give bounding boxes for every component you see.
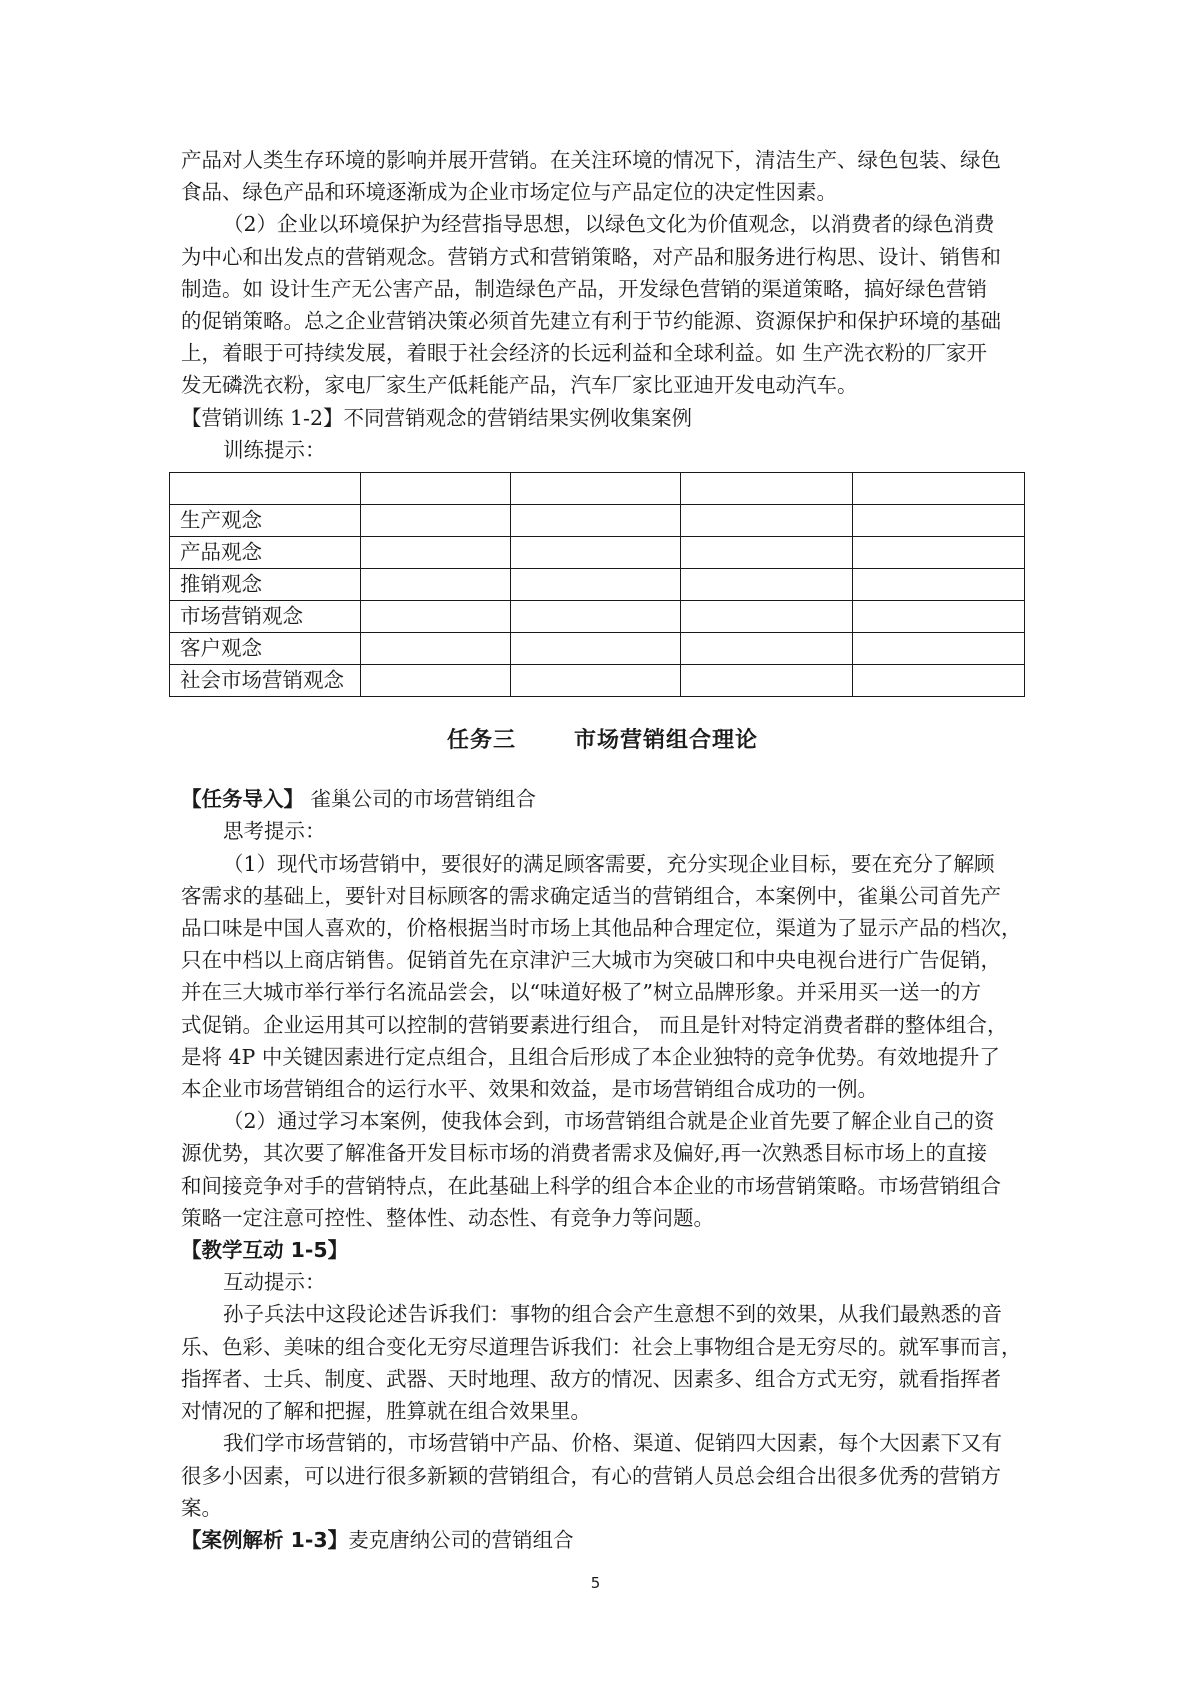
- table-row-label: 客户观念: [170, 633, 361, 665]
- paragraph-line: 指挥者、士兵、制度、武器、天时地理、敌方的情况、因素多、组合方式无穷，就看指挥者: [181, 1366, 1001, 1391]
- table-row-label: [170, 473, 361, 505]
- table-cell: [361, 633, 511, 665]
- paragraph-line: （1）现代市场营销中，要很好的满足顾客需要，充分实现企业目标，要在充分了解顾: [223, 851, 995, 876]
- case-tag: 【案例解析 1-3】: [181, 1527, 349, 1552]
- table-cell: [853, 601, 1025, 633]
- table-cell: [511, 505, 681, 537]
- table-cell: [853, 537, 1025, 569]
- section-task-number: 任务三: [446, 728, 516, 754]
- table-row-label: 社会市场营销观念: [170, 665, 361, 697]
- paragraph-line: 品口味是中国人喜欢的，价格根据当时市场上其他品种合理定位，渠道为了显示产品的档次，: [181, 916, 1022, 941]
- table-cell: [681, 601, 853, 633]
- paragraph-line: 对情况的了解和把握，胜算就在组合效果里。: [181, 1399, 591, 1424]
- table-row: [170, 569, 1025, 601]
- paragraph-line: 制造。如 设计生产无公害产品，制造绿色产品，开发绿色营销的渠道策略，搞好绿色营销: [181, 276, 988, 301]
- page-number: 5: [590, 1574, 601, 1592]
- table-cell: [361, 473, 511, 505]
- table-cell: [681, 665, 853, 697]
- table-row: [170, 633, 1025, 665]
- table-row-label: 生产观念: [170, 505, 361, 537]
- training-table: [169, 472, 1025, 697]
- table-row: [170, 537, 1025, 569]
- case-text: 麦克唐纳公司的营销组合: [348, 1527, 574, 1552]
- table-cell: [681, 537, 853, 569]
- table-row: [170, 601, 1025, 633]
- interaction-heading: 【教学互动 1-5】: [181, 1238, 349, 1263]
- table-row: [170, 505, 1025, 537]
- table-cell: [853, 633, 1025, 665]
- paragraph-line: 只在中档以上商店销售。促销首先在京津沪三大城市为突破口和中央电视台进行广告促销，: [181, 948, 1001, 973]
- table-row: [170, 473, 1025, 505]
- table-cell: [511, 537, 681, 569]
- paragraph-line: 并在三大城市举行举行名流品尝会，以“味道好极了”树立品牌形象。并采用买一送一的方: [181, 980, 981, 1005]
- paragraph-line: 客需求的基础上，要针对目标顾客的需求确定适当的营销组合，本案例中，雀巢公司首先产: [181, 883, 1001, 908]
- paragraph-line: 为中心和出发点的营销观念。营销方式和营销策略，对产品和服务进行构思、设计、销售和: [181, 244, 1001, 269]
- table-row-label: 推销观念: [170, 569, 361, 601]
- table-cell: [511, 665, 681, 697]
- task-intro-hint: 思考提示：: [223, 819, 326, 844]
- table-row-label: 产品观念: [170, 537, 361, 569]
- table-cell: [361, 505, 511, 537]
- table-cell: [853, 665, 1025, 697]
- table-cell: [511, 569, 681, 601]
- table-cell: [361, 601, 511, 633]
- paragraph-line: 本企业市场营销组合的运行水平、效果和效益，是市场营销组合成功的一例。: [181, 1077, 878, 1102]
- paragraph-line: 发无磷洗衣粉，家电厂家生产低耗能产品，汽车厂家比亚迪开发电动汽车。: [181, 373, 858, 398]
- paragraph-line: 源优势，其次要了解准备开发目标市场的消费者需求及偏好,再一次熟悉目标市场上的直接: [181, 1141, 988, 1166]
- paragraph-line: 乐、色彩、美味的组合变化无穷尽道理告诉我们：社会上事物组合是无穷尽的。就军事而言，: [181, 1334, 1022, 1359]
- training-hint: 训练提示：: [223, 437, 326, 462]
- table-cell: [511, 601, 681, 633]
- paragraph-line: 很多小因素，可以进行很多新颖的营销组合，有心的营销人员总会组合出很多优秀的营销方: [181, 1463, 1001, 1488]
- table-row: [170, 665, 1025, 697]
- interaction-hint: 互动提示：: [223, 1270, 326, 1295]
- table-cell: [853, 569, 1025, 601]
- paragraph-line: （2）通过学习本案例，使我体会到，市场营销组合就是企业首先要了解企业自己的资: [223, 1109, 995, 1134]
- table-cell: [681, 473, 853, 505]
- paragraph-line: 食品、绿色产品和环境逐渐成为企业市场定位与产品定位的决定性因素。: [181, 180, 837, 205]
- paragraph-line: （2）企业以环境保护为经营指导思想，以绿色文化为价值观念，以消费者的绿色消费: [223, 212, 995, 237]
- table-cell: [681, 633, 853, 665]
- table-cell: [361, 537, 511, 569]
- task-intro-tag: 【任务导入】: [181, 787, 304, 812]
- paragraph-line: 产品对人类生存环境的影响并展开营销。在关注环境的情况下，清洁生产、绿色包装、绿色: [181, 148, 1001, 172]
- section-title: [181, 725, 1024, 757]
- table-cell: [511, 633, 681, 665]
- paragraph-line: 策略一定注意可控性、整体性、动态性、有竞争力等问题。: [181, 1205, 714, 1230]
- table-cell: [681, 569, 853, 601]
- table-cell: [853, 473, 1025, 505]
- paragraph-line: 的促销策略。总之企业营销决策必须首先建立有利于节约能源、资源保护和保护环境的基础: [181, 309, 1001, 334]
- table-cell: [361, 569, 511, 601]
- paragraph-line: 上，着眼于可持续发展，着眼于社会经济的长远利益和全球利益。如 生产洗衣粉的厂家开: [181, 341, 988, 366]
- paragraph-line: 是将 4P 中关键因素进行定点组合，且组合后形成了本企业独特的竞争优势。有效地提升了: [181, 1044, 1000, 1069]
- training-heading: 【营销训练 1-2】不同营销观念的营销结果实例收集案例: [181, 405, 693, 430]
- task-intro-text: 雀巢公司的市场营销组合: [304, 787, 537, 812]
- table-cell: [511, 473, 681, 505]
- document-page: [181, 144, 1024, 1556]
- section-title-text: 市场营销组合理论: [574, 728, 759, 754]
- paragraph-line: 我们学市场营销的，市场营销中产品、价格、渠道、促销四大因素，每个大因素下又有: [223, 1431, 1002, 1456]
- paragraph-line: 案。: [181, 1495, 222, 1520]
- table-row-label: 市场营销观念: [170, 601, 361, 633]
- task-intro-heading: [181, 783, 1024, 815]
- paragraph-line: 和间接竞争对手的营销特点，在此基础上科学的组合本企业的市场营销策略。市场营销组合: [181, 1173, 1001, 1198]
- case-heading: [181, 1524, 1024, 1556]
- table-cell: [681, 505, 853, 537]
- paragraph-line: 式促销。企业运用其可以控制的营销要素进行组合， 而且是针对特定消费者群的整体组合，: [181, 1012, 1008, 1037]
- table-cell: [361, 665, 511, 697]
- table-cell: [853, 505, 1025, 537]
- paragraph-line: 孙子兵法中这段论述告诉我们：事物的组合会产生意想不到的效果，从我们最熟悉的音: [223, 1302, 1002, 1327]
